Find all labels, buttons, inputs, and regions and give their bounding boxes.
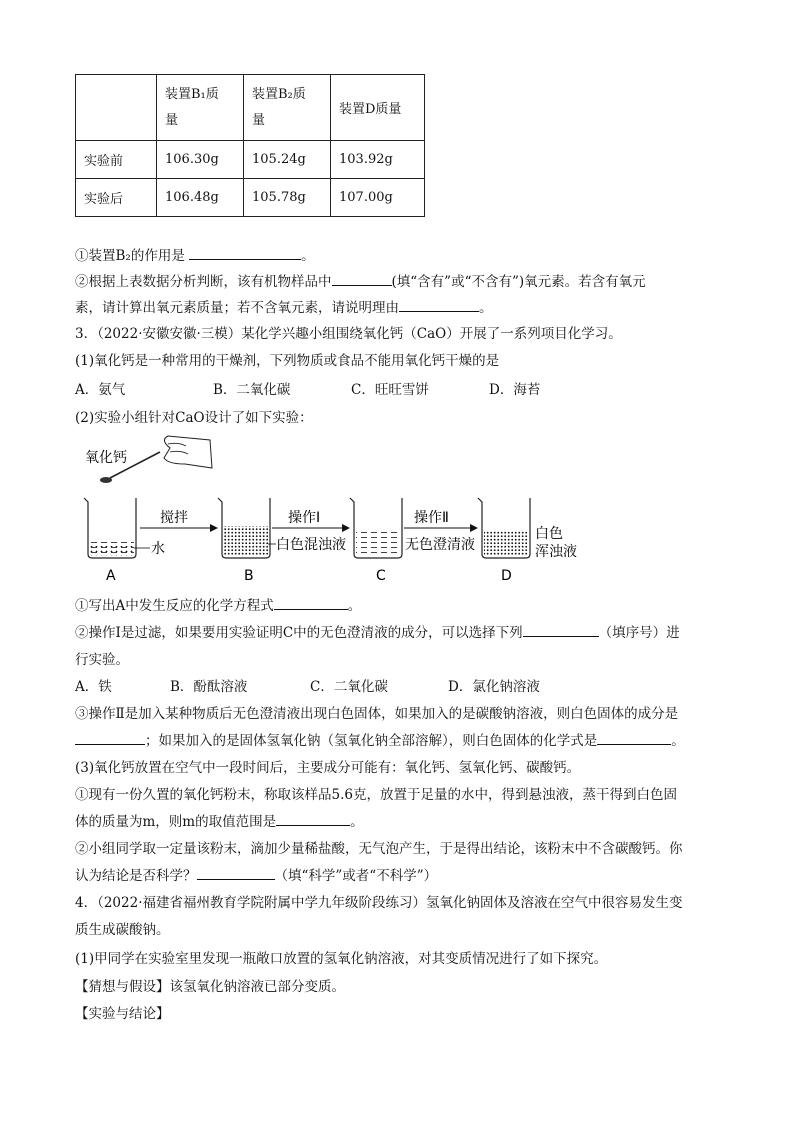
- table-cell: 106.30g: [157, 141, 244, 179]
- answer-blank[interactable]: [276, 813, 350, 826]
- q3-a1: [75, 597, 361, 615]
- answer-blank[interactable]: [332, 273, 392, 286]
- q3-b2-cont: [75, 867, 437, 885]
- beaker-c: [350, 498, 402, 558]
- q3-b1: ①现有一份久置的氧化钙粉末，称取该样品5.6克，放置于足量的水中，得到悬浊液，蒸干得到白色固: [75, 787, 677, 803]
- option-c[interactable]: C．旺旺雪饼: [351, 382, 429, 398]
- arrow-label-op1: 操作Ⅰ: [288, 510, 321, 526]
- q3-b2-text: （填“科学”或者“不科学”）: [274, 868, 438, 884]
- q3-title: 3．（2022·安徽安徽·三模）某化学兴趣小组围绕氧化钙（CaO）开展了一系列项目化学习。: [75, 326, 622, 342]
- q3-a2-cont: 行实验。: [75, 652, 129, 668]
- arrow-label-op2: 操作Ⅱ: [414, 510, 449, 526]
- label-turbid: 浑浊液: [535, 544, 577, 560]
- q4-title-cont: 质生成碳酸钠。: [75, 922, 170, 938]
- option-d[interactable]: D．氯化钠溶液: [448, 679, 540, 695]
- q3-sub1-options: [75, 381, 540, 399]
- q3-b1-text: 体的质量为m，则m的取值范围是: [75, 814, 277, 830]
- table-header-cell: [331, 75, 425, 141]
- q3-a3-cont: [75, 732, 685, 750]
- q3-a3-text: ；如果加入的是固体氢氧化钠（氢氧化钠全部溶解），则白色固体的化学式是: [145, 733, 598, 749]
- table-cell: 105.24g: [244, 141, 331, 179]
- answer-blank[interactable]: [399, 299, 479, 312]
- mass-table: [75, 74, 425, 217]
- q3-sub1: (1)氧化钙是一种常用的干燥剂，下列物质或食品不能用氧化钙干燥的是: [75, 353, 500, 369]
- header-text: 量: [252, 112, 266, 128]
- arrow-label-stir: 搅拌: [160, 510, 188, 526]
- q4-hypothesis: 【猜想与假设】该氢氧化钠溶液已部分变质。: [75, 979, 345, 995]
- table-header-cell: [157, 75, 244, 141]
- answer-blank[interactable]: [189, 247, 301, 260]
- q3-sub3: (3)氧化钙放置在空气中一段时间后，主要成分可能有：氧化钙、氢氧化钙、碳酸钙。: [75, 760, 581, 776]
- table-row: [76, 141, 425, 179]
- reagent-label: 氧化钙: [85, 450, 127, 466]
- q3-a2-text: ②操作Ⅰ是过滤，如果要用实验证明C中的无色澄清液的成分，可以选择下列: [75, 625, 523, 641]
- q3-a2: [75, 624, 680, 642]
- header-text: 装置B₁质: [165, 86, 219, 102]
- answer-blank[interactable]: [597, 732, 671, 745]
- q3-a1-end: 。: [347, 598, 362, 614]
- answer-blank[interactable]: [75, 732, 145, 745]
- answer-blank[interactable]: [523, 624, 599, 637]
- experiment-diagram: [0, 430, 794, 590]
- q3-a2-options: [75, 678, 540, 696]
- q2-part2: [75, 273, 646, 291]
- beaker-a: [84, 498, 136, 558]
- q3-a2-text: （填序号）进: [598, 625, 680, 641]
- beaker-b: [218, 498, 270, 558]
- table-cell: 106.48g: [157, 179, 244, 217]
- q2-p2-end: 。: [479, 300, 493, 316]
- q4-sub1: (1)甲同学在实验室里发现一瓶敞口放置的氢氧化钠溶液，对其变质情况进行了如下探究。: [75, 951, 608, 967]
- beaker-label-a: A: [106, 568, 116, 584]
- q2-p2-text: ②根据上表数据分析判断，该有机物样品中: [75, 274, 332, 290]
- q2-p1-end: 。: [301, 248, 315, 264]
- q3-a3: ③操作Ⅱ是加入某种物质后无色澄清液出现白色固体，如果加入的是碳酸钠溶液，则白色固体的成分是: [75, 706, 679, 722]
- beaker-label-b: B: [244, 568, 254, 584]
- table-header-row: [76, 75, 425, 141]
- label-clear-solution: 无色澄清液: [405, 537, 475, 553]
- option-b[interactable]: B．二氧化碳: [213, 382, 291, 398]
- q3-a3-end: 。: [671, 733, 685, 749]
- option-a[interactable]: A．铁: [75, 679, 112, 695]
- q2-p2-text: (填“含有”或“不含有”)氧元素。若含有氧元: [391, 274, 646, 290]
- q2-p2-text: 素，请计算出氧元素质量；若不含氧元素，请说明理由: [75, 300, 399, 316]
- table-header-cell: [76, 75, 157, 141]
- table-row: [76, 179, 425, 217]
- q2-part1: [75, 247, 315, 265]
- header-text: 装置D质量: [339, 102, 402, 117]
- row-label: 实验前: [76, 141, 157, 179]
- option-a[interactable]: A．氨气: [75, 382, 126, 398]
- table-cell: 103.92g: [331, 141, 425, 179]
- q3-b2: ②小组同学取一定量该粉末，滴加少量稀盐酸，无气泡产生，于是得出结论，该粉末中不含碳酸钙。你: [75, 841, 683, 857]
- beaker-label-d: D: [501, 568, 512, 584]
- label-water: 水: [151, 541, 165, 557]
- q3-b2-text: 认为结论是否科学？: [75, 868, 197, 884]
- row-label: 实验后: [76, 179, 157, 217]
- q3-b1-end: 。: [350, 814, 364, 830]
- q2-part2-cont: [75, 299, 493, 317]
- q4-title: 4．（2022·福建省福州教育学院附属中学九年级阶段练习）氢氧化钠固体及溶液在空气中很容易发生变: [75, 895, 683, 911]
- answer-blank[interactable]: [274, 597, 348, 610]
- option-d[interactable]: D．海苔: [489, 382, 541, 398]
- label-white-turbid: 白色混浊液: [276, 537, 346, 553]
- option-b[interactable]: B．酚酞溶液: [170, 679, 248, 695]
- q2-p1-text: ①装置B₂的作用是: [75, 248, 185, 264]
- beaker-label-c: C: [376, 568, 386, 584]
- label-white: 白色: [535, 526, 563, 542]
- table-cell: 107.00g: [331, 179, 425, 217]
- answer-blank[interactable]: [197, 867, 275, 880]
- q4-experiment: 【实验与结论】: [75, 1006, 170, 1022]
- table-cell: 105.78g: [244, 179, 331, 217]
- q3-a1-text: ①写出A中发生反应的化学方程式: [75, 598, 274, 614]
- q3-sub2: (2)实验小组针对CaO设计了如下实验：: [75, 410, 313, 426]
- header-text: 装置B₂质: [252, 86, 306, 102]
- header-text: 量: [165, 112, 179, 128]
- beaker-d: [478, 498, 530, 558]
- option-c[interactable]: C．二氧化碳: [310, 679, 388, 695]
- q3-b1-cont: [75, 813, 364, 831]
- table-header-cell: [244, 75, 331, 141]
